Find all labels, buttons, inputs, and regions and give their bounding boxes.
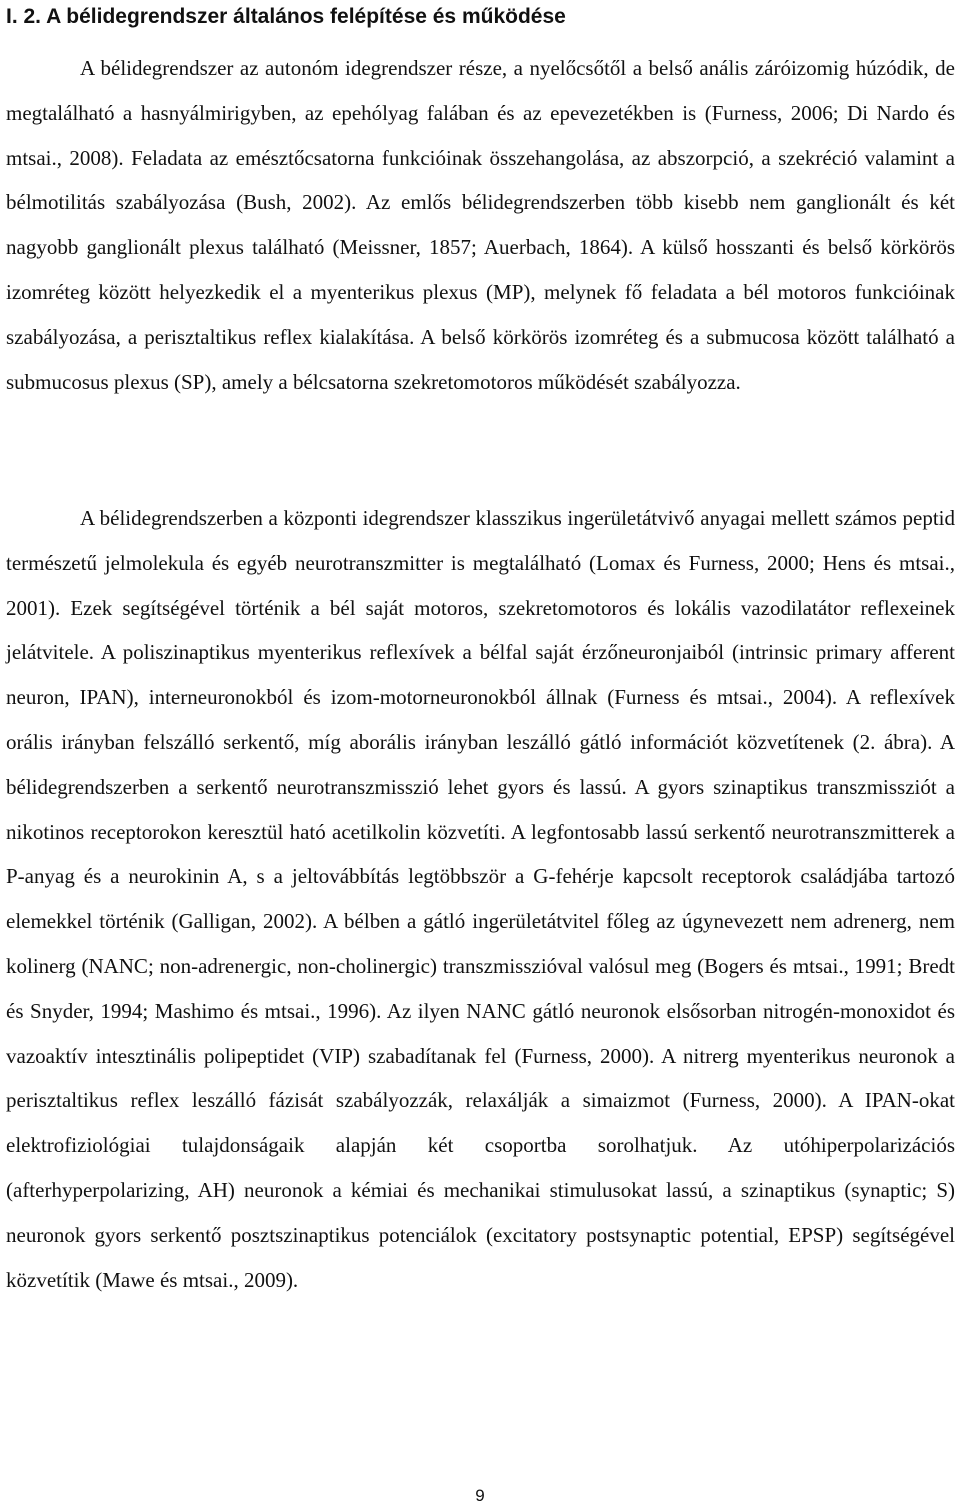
paragraph-2: A bélidegrendszerben a központi idegrendszer klasszikus ingerületátvivő anyagai mellett számos peptid természetű jelmolekula és egyéb neurotranszmitter is megtalálható (Lomax és Furness, 2000; Hens és mtsai., 2001). Ezek segítségével történik a bél saját motoros, szekretomotoros és lokális vazodilatátor reflexeinek jelátvitele. A poliszinaptikus myenterikus reflexívek a bélfal saját érzőneuronjaiból (intrinsic primary afferent neuron, IPAN), interneuronokból és izom-motorneuronokból állnak (Furness és mtsai., 2004). A reflexívek orális irányban felszálló serkentő, míg aborális irányban leszálló gátló információt közvetítenek (2. ábra). A bélidegrendszerben a serkentő neurotranszmisszió lehet gyors és lassú. A gyors szinaptikus transzmissziót a nikotinos receptorokon keresztül ható acetilkolin közvetíti. A legfontosabb lassú serkentő neurotranszmitterek a P-anyag és a neurokinin A, s a jeltovábbítás legtöbbször a G-fehérje kapcsolt receptorok családjába tartozó elemekkel történik (Galligan, 2002). A bélben a gátló ingerületátvitel főleg az úgynevezett nem adrenerg, nem kolinerg (NANC; non-adrenergic, non-cholinergic) transzmisszióval valósul meg (Bogers és mtsai., 1991; Bredt és Snyder, 1994; Mashimo és mtsai., 1996). Az ilyen NANC gátló neuronok elsősorban nitrogén-monoxidot és vazoaktív intesztinális polipeptidet (VIP) szabadítanak fel (Furness, 2000). A nitrerg myenterikus neuronok a perisztaltikus reflex leszálló fázisát szabályozzák, relaxálják a simaizmot (Furness, 2000). A IPAN-okat elektrofiziológiai tulajdonságaik alapján két csoportba sorolhatjuk. Az utóhiperpolarizációs (afterhyperpolarizing, AH) neuronok a kémiai és mechanikai stimulusokat lassú, a szinaptikus (synaptic; S) neuronok gyors serkentő posztszinaptikus potenciálok (excitatory postsynaptic potential, EPSP) segítségével közvetítik (Mawe és mtsai., 2009). bbox=[6, 506, 955, 1292]
page-number: 9 bbox=[475, 1486, 485, 1505]
paragraph-1: A bélidegrendszer az autonóm idegrendszer része, a nyelőcsőtől a belső anális záróizomig húzódik, de megtalálható a hasnyálmirigyben, az epehólyag falában és az epevezetékben is (Furness, 2006; Di Nardo és mtsai., 2008). Feladata az emésztőcsatorna funkcióinak összehangolása, az abszorpció, a szekréció valamint a bélmotilitás szabályozása (Bush, 2002). Az emlős bélidegrendszerben több kisebb nem ganglionált és két nagyobb ganglionált plexus található (Meissner, 1857; Auerbach, 1864). A külső hosszanti és belső körkörös izomréteg között helyezkedik el a myenterikus plexus (MP), melynek fő feladata a bél motoros funkcióinak szabályozása, a perisztaltikus reflex kialakítása. A belső körkörös izomréteg és a submucosa között található a submucosus plexus (SP), amely a bélcsatorna szekretomotoros működését szabályozza. bbox=[6, 56, 955, 394]
section-title: I. 2. A bélidegrendszer általános felépítése és működése bbox=[6, 5, 566, 28]
